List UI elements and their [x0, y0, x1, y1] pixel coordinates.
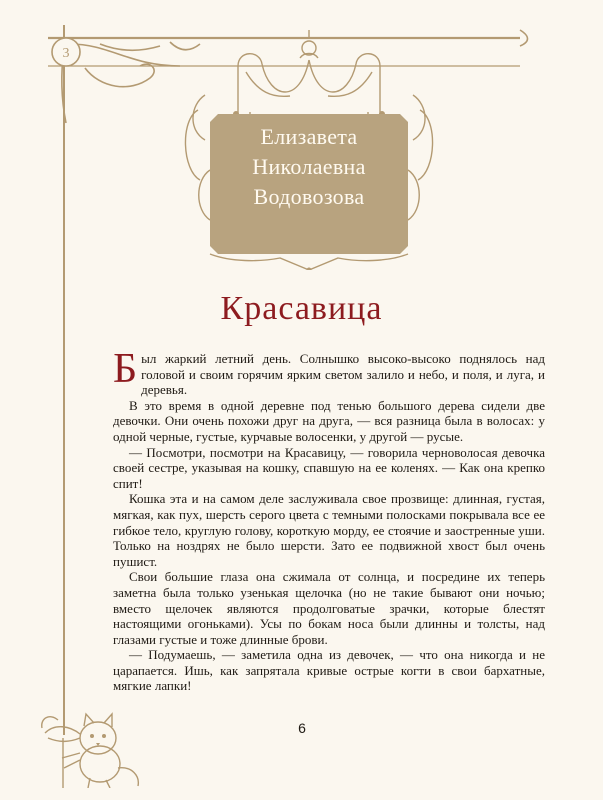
author-last-name: Водовозова — [253, 184, 365, 209]
author-name — [210, 122, 408, 212]
cat-illustration — [40, 698, 150, 788]
paragraph-1-text: ыл жаркий летний день. Солнышко высоко-высоко поднялось над головой и своим горячим ярким светом залило и небо, и поля, и луга, и деревья. — [141, 351, 545, 398]
paragraph-5: Свои большие глаза она сжимала от солнца, и посредине их теперь заметна была только узенькая щелочка (но не такие бывают они ночью; вместо щелочек являются продолговатые зрачки, которые блестят настоящими огоньками). Усы по бокам носа были длинны и толсты, над глазами густые и тоже длинные брови. — [113, 569, 545, 647]
paragraph-6: — Подумаешь, — заметила одна из девочек, — что она никогда и не царапается. Ишь, как запрятала кривые острые когти в свои бархатные, мягкие лапки! — [113, 647, 545, 694]
paragraph-3: — Посмотри, посмотри на Красавицу, — говорила черноволосая девочка своей сестре, указывая на кошку, спавшую на ее коленях. — Как она крепко спит! — [113, 444, 545, 491]
drop-cap: Б — [113, 346, 138, 392]
author-first-name: Елизавета — [260, 124, 358, 149]
page-number: 6 — [298, 720, 306, 736]
page-badge-text: 3 — [62, 46, 70, 61]
story-text — [113, 346, 545, 694]
paragraph-2: В это время в одной деревне под тенью большого дерева сидели две девочки. Они очень похожи друг на друга, — вся разница была в волосах: у одной черные, густые, курчавые волосенки, у другой — русые. — [113, 397, 545, 444]
paragraph-4: Кошка эта и на самом деле заслуживала свое прозвище: длинная, густая, мягкая, как пух, шерсть серого цвета с темными полосками покрывала все ее гибкое тело, круглую голову, короткую морду, ее стоячие и заостренные уши. Только на ноздрях не было шерсти. Зато ее подвижной хвост был очень пушист. — [113, 491, 545, 569]
author-patronymic: Николаевна — [252, 154, 366, 179]
paragraph-1 — [113, 346, 545, 398]
story-title: Красавица — [220, 290, 383, 327]
